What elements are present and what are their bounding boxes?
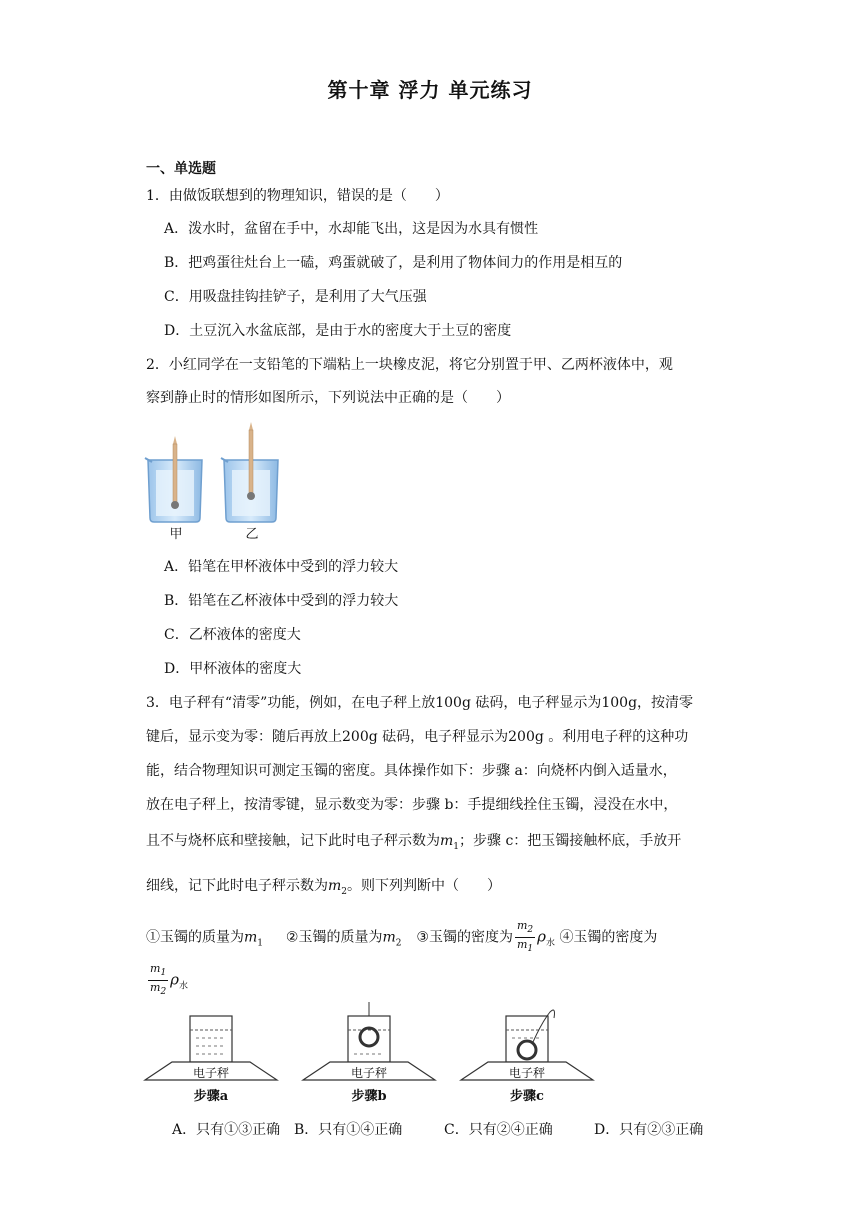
step-label-b: 步骤b <box>351 1089 387 1104</box>
fraction-m2-over-m1: $\frac{m_2}{m_1}$ <box>516 919 534 955</box>
beaker-yi <box>221 422 278 522</box>
q3-line3: 能，结合物理知识可测定玉镯的密度。具体操作如下：步骤 a：向烧杯内倒入适量水， <box>146 763 677 779</box>
q2-stem-line1: 2．小红同学在一支铅笔的下端粘上一块橡皮泥，将它分别置于甲、乙两杯液体中，观 <box>146 357 673 373</box>
q2-beakers-figure <box>140 418 300 546</box>
q2-option-c[interactable]: C．乙杯液体的密度大 <box>164 627 301 643</box>
q3-line1: 3．电子秤有“清零”功能，例如，在电子秤上放100g 砝码，电子秤显示为100g，按清零 <box>146 695 694 711</box>
scale-label-a: 电子秤 <box>192 1066 230 1080</box>
q2-option-a[interactable]: A．铅笔在甲杯液体中受到的浮力较大 <box>164 559 399 575</box>
q1-option-c[interactable]: C．用吸盘挂钩挂铲子，是利用了大气压强 <box>164 289 427 305</box>
q1-stem: 1．由做饭联想到的物理知识，错误的是（ ） <box>146 188 449 204</box>
scale-label-c: 电子秤 <box>508 1066 546 1080</box>
q3-line4: 放在电子秤上，按清零键，显示数变为零：步骤 b：手提细线拴住玉镯，浸没在水中， <box>146 797 678 813</box>
fraction-m1-over-m2: $\frac{m_1}{m_2}$ <box>150 962 167 998</box>
step-label-c: 步骤c <box>510 1089 544 1104</box>
step-label-a: 步骤a <box>193 1089 229 1104</box>
q3-option-c[interactable]: C．只有②④正确 <box>444 1122 553 1138</box>
q3-option-d[interactable]: D．只有②③正确 <box>594 1122 704 1138</box>
q2-stem-line2: 察到静止时的情形如图所示，下列说法中正确的是（ ） <box>146 390 510 406</box>
page-title: 第十章 浮力 单元练习 <box>327 78 533 102</box>
beaker-jia <box>145 436 202 522</box>
q3-line6: 细线，记下此时电子秤示数为$m_2$。则下列判断中（ ） <box>146 878 502 897</box>
section-heading: 一、单选题 <box>146 161 216 177</box>
q2-option-d[interactable]: D．甲杯液体的密度大 <box>164 661 302 677</box>
fig-label-jia: 甲 <box>169 527 183 542</box>
q2-option-b[interactable]: B．铅笔在乙杯液体中受到的浮力较大 <box>164 593 399 609</box>
q1-option-d[interactable]: D．土豆沉入水盆底部，是由于水的密度大于土豆的密度 <box>164 323 512 339</box>
q3-line5: 且不与烧杯底和壁接触，记下此时电子秤示数为$m_1$；步骤 c：把玉镯接触杯底，手放开 <box>146 833 682 852</box>
q1-option-b[interactable]: B．把鸡蛋往灶台上一磕，鸡蛋就破了，是利用了物体间力的作用是相互的 <box>164 255 623 271</box>
step-c-setup <box>461 1010 593 1104</box>
q3-line2: 键后，显示变为零：随后再放上200g 砝码，电子秤显示为200g 。利用电子秤的这种功 <box>146 729 689 745</box>
step-a-setup <box>145 1016 277 1104</box>
q3-scale-figure <box>140 1000 720 1110</box>
scale-label-b: 电子秤 <box>350 1066 388 1080</box>
q3-option-b[interactable]: B．只有①④正确 <box>294 1122 403 1138</box>
step-b-setup <box>303 1002 435 1104</box>
q3-statements: ①玉镯的质量为$m_1$ ②玉镯的质量为$m_2$ ③玉镯的密度为 $\frac{m_2}{m_1}$ $\rho_水$ ④玉镯的密度为 <box>146 919 658 955</box>
fig-label-yi: 乙 <box>245 527 259 542</box>
q3-statement4-value: $\frac{m_1}{m_2}$ $\rho_水$ <box>150 962 189 998</box>
q1-option-a[interactable]: A．泼水时，盆留在手中，水却能飞出，这是因为水具有惯性 <box>164 221 539 237</box>
q3-option-a[interactable]: A．只有①③正确 <box>172 1122 281 1138</box>
